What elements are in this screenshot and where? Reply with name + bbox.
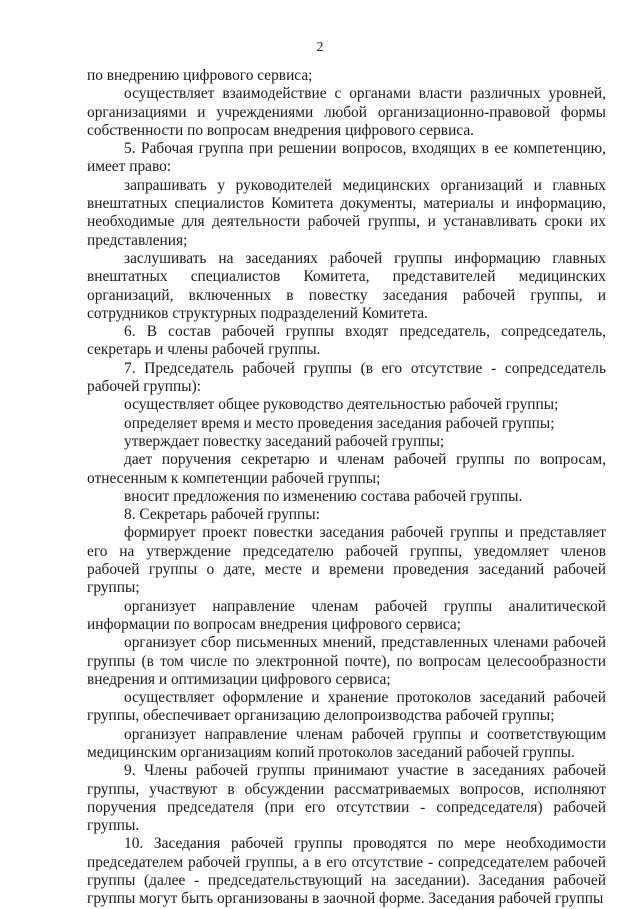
paragraph: по внедрению цифрового сервиса; [87, 67, 313, 84]
paragraph: дает поручения секретарю и членам рабочей группы по вопросам, отнесенным к компетенции рабочей группы; [87, 451, 606, 487]
paragraph: осуществляет взаимодействие с органами власти различных уровней, организациями и учреждениями любой организационно-правовой формы собственности по вопросам внедрения цифрового сервиса. [87, 85, 606, 139]
document-body [87, 67, 606, 909]
paragraph: заслушивать на заседаниях рабочей группы информацию главных внештатных специалистов Комитета, представителей медицинских организаций, включенных в повестку заседания рабочей группы, и сотрудников структурных подразделений Комитета. [87, 249, 606, 322]
paragraph: вносит предложения по изменению состава рабочей группы. [124, 487, 523, 505]
paragraph: определяет время и место проведения заседания рабочей группы; [124, 414, 555, 432]
paragraph: осуществляет оформление и хранение протоколов заседаний рабочей группы, обеспечивает организацию делопроизводства рабочей группы; [87, 689, 606, 725]
paragraph: 7. Председатель рабочей группы (в его отсутствие - сопредседатель рабочей группы): [87, 359, 606, 396]
paragraph: 5. Рабочая группа при решении вопросов, входящих в ее компетенцию, имеет право: [87, 140, 606, 176]
paragraph: утверждает повестку заседаний рабочей группы; [124, 432, 445, 450]
paragraph: 8. Секретарь рабочей группы: [124, 506, 320, 524]
paragraph: 10. Заседания рабочей группы проводятся по мере необходимости председателем рабочей группы, а в его отсутствие - сопредседателем рабочей группы (далее - председательствующий на заседании). Заседания рабочей группы могут быть организованы в заочной форме. Заседания рабочей группы [87, 835, 606, 908]
paragraph: организует направление членам рабочей группы и соответствующим медицинским организациям копий протоколов заседаний рабочей группы. [87, 725, 606, 761]
paragraph: запрашивать у руководителей медицинских организаций и главных внештатных специалистов Комитета документы, материалы и информацию, необходимые для деятельности рабочей группы, и устанавливать сроки их представления; [87, 176, 606, 249]
paragraph: 6. В состав рабочей группы входят председатель, сопредседатель, секретарь и члены рабочей группы. [87, 323, 606, 359]
page-number: 2 [316, 40, 324, 55]
paragraph: организует направление членам рабочей группы аналитической информации по вопросам внедрения цифрового сервиса; [87, 597, 606, 633]
paragraph: осуществляет общее руководство деятельностью рабочей группы; [124, 396, 559, 414]
paragraph: организует сбор письменных мнений, представленных членами рабочей группы (в том числе по электронной почте), по вопросам целесообразности внедрения и оптимизации цифрового сервиса; [87, 634, 606, 688]
paragraph: формирует проект повестки заседания рабочей группы и представляет его на утверждение председателю рабочей группы, уведомляет членов рабочей группы о дате, месте и времени проведения заседаний рабочей группы; [87, 524, 606, 597]
paragraph: 9. Члены рабочей группы принимают участие в заседаниях рабочей группы, участвуют в обсуждении рассматриваемых вопросов, исполняют поручения председателя (при его отсутствии - сопредседателя) рабочей группы. [87, 762, 606, 835]
